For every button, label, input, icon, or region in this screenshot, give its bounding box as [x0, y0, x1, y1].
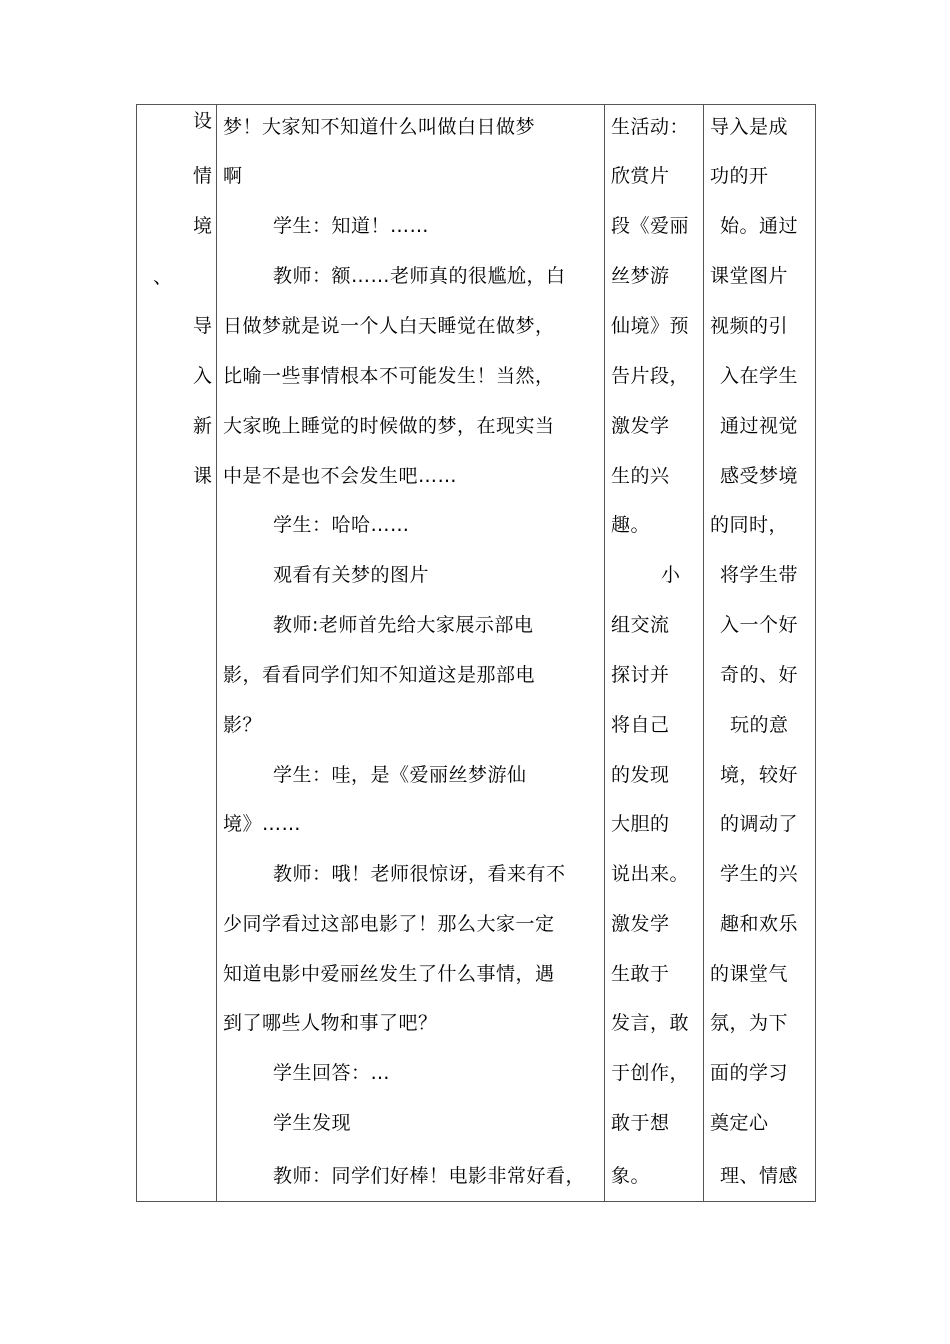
intent-line: 理、情感 — [720, 1165, 799, 1187]
activity-line: 敢于想 — [611, 1112, 670, 1134]
intent-line: 的同时， — [710, 514, 789, 536]
process-line: 教师:老师首先给大家展示部电 — [273, 614, 534, 636]
process-line: 教师：额……老师真的很尴尬，白 — [273, 265, 566, 287]
activity-line: 组交流 — [611, 614, 670, 636]
process-line: 梦！大家知不知道什么叫做白日做梦 — [223, 116, 536, 138]
intent-line: 氛，为下 — [710, 1012, 789, 1034]
stage-char: 情 — [193, 165, 213, 187]
intent-line: 入一个好 — [720, 614, 799, 636]
activity-line: 象。 — [611, 1165, 651, 1187]
activity-line: 趣。 — [611, 514, 651, 536]
lesson-table — [136, 104, 816, 1202]
activity-line: 仙境》预 — [611, 315, 690, 337]
activity-line: 说出来。 — [611, 863, 690, 885]
activity-line: 生的兴 — [611, 465, 670, 487]
stage-char: 设 — [193, 110, 213, 132]
stage-column — [137, 105, 216, 1201]
activity-line: 激发学 — [611, 415, 670, 437]
process-line: 影，看看同学们知不知道这是那部电 — [223, 664, 536, 686]
intent-line: 奇的、好 — [720, 664, 799, 686]
process-line: 知道电影中爱丽丝发生了什么事情，遇 — [223, 963, 555, 985]
intent-line: 始。通过 — [720, 215, 799, 237]
process-line: 学生：哈哈…… — [273, 514, 410, 536]
intent-line: 功的开 — [710, 165, 769, 187]
intent-line: 导入是成 — [710, 116, 789, 138]
intent-line: 学生的兴 — [720, 863, 799, 885]
process-line: 教师：哦！老师很惊讶，看来有不 — [273, 863, 566, 885]
process-line: 到了哪些人物和事了吧？ — [223, 1012, 438, 1034]
process-line: 学生回答：… — [273, 1062, 391, 1084]
activity-line: 告片段， — [611, 365, 690, 387]
process-line: 学生发现 — [273, 1112, 352, 1134]
intent-line: 的课堂气 — [710, 963, 789, 985]
activity-line: 发言，敢 — [611, 1012, 690, 1034]
activity-line: 大胆的 — [611, 813, 670, 835]
process-line: 中是不是也不会发生吧…… — [223, 465, 458, 487]
intent-line: 入在学生 — [720, 365, 799, 387]
process-line: 影？ — [223, 714, 263, 736]
teaching-process-column — [217, 105, 603, 1201]
intent-line: 将学生带 — [720, 564, 799, 586]
intent-line: 境，较好 — [720, 764, 799, 786]
activity-line: 探讨并 — [611, 664, 670, 686]
activity-line: 将自己 — [611, 714, 670, 736]
activity-line: 段《爱丽 — [611, 215, 690, 237]
activity-line: 激发学 — [611, 913, 670, 935]
design-intent-column — [704, 105, 815, 1201]
process-line: 学生：知道！…… — [273, 215, 430, 237]
intent-line: 面的学习 — [710, 1062, 789, 1084]
process-line: 学生：哇，是《爱丽丝梦游仙 — [273, 764, 527, 786]
intent-line: 趣和欢乐 — [720, 913, 799, 935]
intent-line: 玩的意 — [730, 714, 789, 736]
process-line: 境》…… — [223, 813, 302, 835]
activity-line: 生敢于 — [611, 963, 670, 985]
stage-char: 导 — [193, 315, 213, 337]
stage-char: 入 — [193, 365, 213, 387]
activity-line: 生活动： — [611, 116, 690, 138]
process-line: 啊 — [223, 165, 243, 187]
activity-line: 欣赏片 — [611, 165, 670, 187]
intent-line: 的调动了 — [720, 813, 799, 835]
activity-line: 小 — [661, 564, 681, 586]
process-line: 少同学看过这部电影了！那么大家一定 — [223, 913, 555, 935]
stage-char: 课 — [193, 465, 213, 487]
intent-line: 感受梦境 — [720, 465, 799, 487]
activity-line: 的发现 — [611, 764, 670, 786]
process-line: 日做梦就是说一个人白天睡觉在做梦， — [223, 315, 555, 337]
stage-char: 境 — [193, 215, 213, 237]
student-activity-column — [605, 105, 702, 1201]
intent-line: 奠定心 — [710, 1112, 769, 1134]
stage-char: 新 — [193, 415, 213, 437]
process-line: 大家晚上睡觉的时候做的梦，在现实当 — [223, 415, 555, 437]
process-line: 教师：同学们好棒！电影非常好看， — [273, 1165, 586, 1187]
activity-line: 于创作， — [611, 1062, 690, 1084]
intent-line: 通过视觉 — [720, 415, 799, 437]
stage-char: 、 — [153, 266, 173, 288]
process-line: 比喻一些事情根本不可能发生！当然， — [223, 365, 555, 387]
activity-line: 丝梦游 — [611, 265, 670, 287]
intent-line: 视频的引 — [710, 315, 789, 337]
process-line: 观看有关梦的图片 — [273, 564, 430, 586]
intent-line: 课堂图片 — [710, 265, 789, 287]
